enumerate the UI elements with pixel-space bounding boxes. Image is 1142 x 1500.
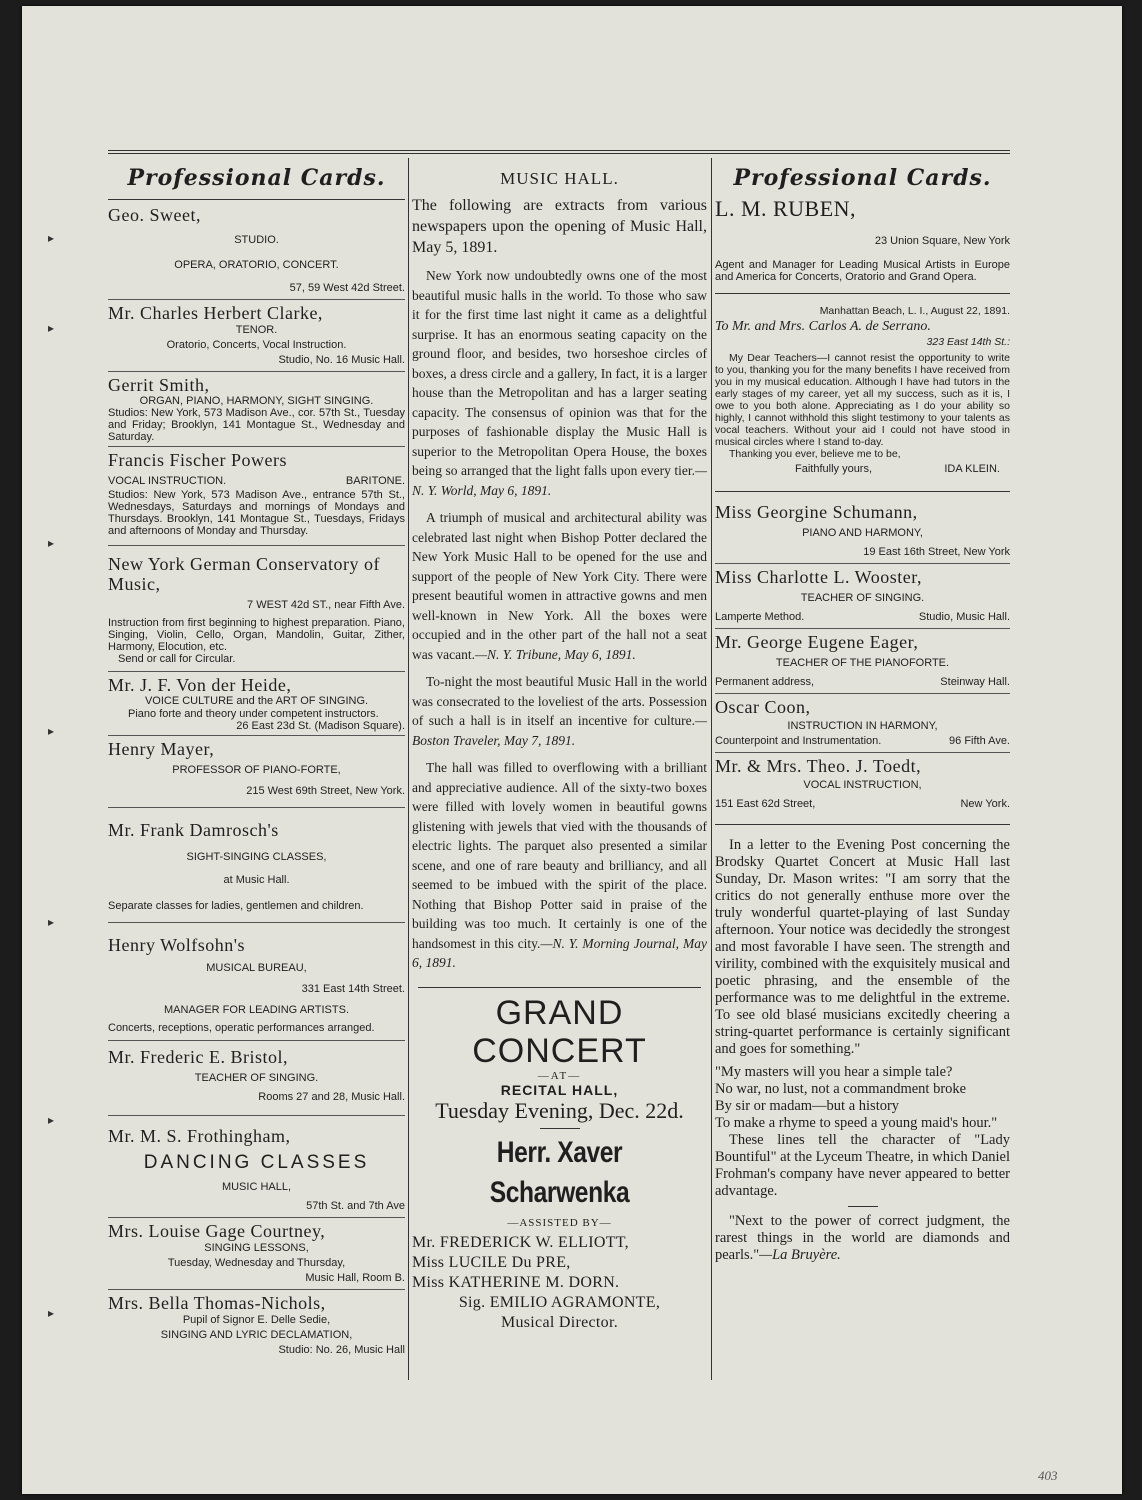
concert-title: GRAND CONCERT: [472, 993, 647, 1070]
card-name: Mr. Frank Damrosch's: [108, 820, 279, 840]
card-name: Mr. Frederic E. Bristol,: [108, 1047, 288, 1067]
column-divider-1: [408, 158, 409, 1380]
lady-bountiful-note: These lines tell the character of "Lady Bountiful" at the Lyceum Theatre, in which Daniel Frohman's company have never appeared to better advantage.: [715, 1132, 1010, 1199]
card-name: Miss Charlotte L. Wooster,: [715, 567, 922, 587]
extract-paragraph: The hall was filled to overflowing with a brilliant and appreciative audience. All of the sixty-two boxes were filled with lovely women in beautiful gowns glistening with jewels that vied with the thousands of electric lights. The parquet also presented a similar scene, and one of rare beauty and brilliancy, and all seemed to be imbued with the spirit of the place. Nothing that Bishop Potter said in praise of the building was too much. It certainly is one of the handsomest in this city.—N. Y. Morning Journal, May 6, 1891.: [412, 760, 707, 970]
la-bruyere-quote: "Next to the power of correct judgment, the rarest things in the world are diamonds and pearls."—La Bruyère.: [715, 1213, 1010, 1263]
card-name: Gerrit Smith,: [108, 375, 210, 395]
music-hall-intro: The following are extracts from various newspapers upon the opening of Music Hall, May 5, 1891.: [412, 197, 707, 256]
page-number: 403: [1038, 1468, 1058, 1483]
music-hall-title: MUSIC HALL.: [500, 169, 619, 188]
card-name: L. M. RUBEN,: [715, 196, 857, 221]
card-name: Oscar Coon,: [715, 697, 811, 717]
poem-line: To make a rhyme to speed a young maid's hour.": [715, 1115, 998, 1131]
margin-mark: ▸: [48, 231, 55, 245]
column-music-hall: [412, 165, 707, 1333]
card-name: Mr. M. S. Frothingham,: [108, 1126, 291, 1146]
margin-mark: ▸: [48, 536, 55, 550]
card-name: Mrs. Bella Thomas-Nichols,: [108, 1293, 326, 1313]
column-professional-cards-left: Professional Cards. Geo. Sweet, STUDIO. OPERA, ORATORIO, CONCERT. 57, 59 West 42d Street. Mr. Charles Herbert Clarke, TENOR. Oratorio, Concerts, Vocal Instruction. Studio, No. 16 Music Hall. Gerrit Smith, ORGAN, PIANO, HARMONY, SIGHT SINGING. Studios: New York, 573 Madison Ave., cor. 57th St., Tuesday and Friday; Brooklyn, 141 Montague St., Wednesday and Saturday. Francis Fischer Powers VOCAL INSTRUCTION. BARITONE. Studios: New York, 573 Madison Ave., entrance 57th St., Wednesdays, Saturdays and mornings of Mondays and Thursdays. Brooklyn, 141 Montague St., Tuesdays, Fridays and afternoons of Monday and Thursday. New York German Conservatory of Music, 7 WEST 42d ST., near Fifth Ave. Instruction from first beginning to highest preparation. Piano, Singing, Violin, Cello, Organ, Mandolin, Guitar, Zither, Harmony, Elocution, etc. Send or call for Circular. Mr. J. F. Von der Heide, VOICE CULTURE and the ART OF SINGING. Piano forte and theory under competent instructors. 26 East 23d St. (Madison Square). Henry Mayer, PROFESSOR OF PIANO-FORTE, 215 West 69th Street, New York. Mr. Frank Damrosch's SIGHT-SINGING CLASSES, at Music Hall. Separate classes for ladies, gentlemen and children. Henry Wolfsohn's MUSICAL BUREAU, 331 East 14th Street. MANAGER FOR LEADING ARTISTS. Concerts, receptions, operatic performances arranged. Mr. Frederic E. Bristol, TEACHER OF SINGING. Rooms 27 and 28, Music Hall. Mr. M. S. Frothingham, DANCING CLASSES MUSIC HALL, 57th St. and 7th Ave Mrs. Louise Gage Courtney, SINGING LESSONS, Tuesday, Wednesday and Thursday, Music Hall, Room B. Mrs. Bella Thomas-Nichols, Pupil of Signor E. Delle Sedie, SINGING AND LYRIC DECLAMATION, Studio: No. 26, Music Hall: [108, 165, 405, 1356]
poem-line: No war, no lust, not a commandment broke: [715, 1081, 967, 1097]
section-heading: Professional Cards.: [733, 165, 992, 191]
card-name: Mr. J. F. Von der Heide,: [108, 675, 292, 695]
extract-paragraph: To-night the most beautiful Music Hall in the world was consecrated to the loveliest of the arts. Possession of such a hall is in itself an incentive for culture.—Boston Traveler, May 7, 1891.: [412, 674, 707, 748]
margin-mark: ▸: [48, 321, 55, 335]
concert-star: Herr. Xaver Scharwenka: [489, 1135, 630, 1209]
card-name: Mrs. Louise Gage Courtney,: [108, 1221, 326, 1241]
top-rule: [108, 150, 1010, 151]
concert-date: Tuesday Evening, Dec. 22d.: [435, 1097, 684, 1123]
poem-line: "My masters will you hear a simple tale?: [715, 1064, 953, 1080]
column-divider-2: [711, 158, 712, 1380]
grand-concert-ad: GRAND CONCERT —AT— RECITAL HALL, Tuesday Evening, Dec. 22d. Herr. Xaver Scharwenka —ASSISTED BY— Mr. FREDERICK W. ELLIOTT, Miss LUCILE Du PRE, Miss KATHERINE M. DORN. Sig. EMILIO AGRAMONTE, Musical Director.: [412, 994, 707, 1333]
margin-mark: ▸: [48, 1306, 55, 1320]
margin-mark: ▸: [48, 915, 55, 929]
mason-letter: In a letter to the Evening Post concerning the Brodsky Quartet Concert at Music Hall last Sunday, Dr. Mason writes: "I am sorry that the critics do not generally enthuse more over the truly wonderful quartet-playing of last Sunday afternoon. Your notice was decidedly the strongest and most favorable I have seen. The strength and virility, combined with the exquisitely musical and poetic phrasing, and the ensemble of the performance was to me delightful in the extreme. To see old blasé musicians excitedly cheering a string-quartet performance is certainly significant and goes for something.": [715, 837, 1010, 1057]
card-name: Geo. Sweet,: [108, 205, 201, 225]
card-name: Mr. & Mrs. Theo. J. Toedt,: [715, 756, 922, 776]
margin-mark: ▸: [48, 724, 55, 738]
column-professional-cards-right: Professional Cards. L. M. RUBEN, 23 Union Square, New York Agent and Manager for Leading Musical Artists in Europe and America for Concerts, Oratorio and Grand Opera. Manhattan Beach, L. I., August 22, 1891. To Mr. and Mrs. Carlos A. de Serrano. 323 East 14th St.: My Dear Teachers—I cannot resist the opportunity to write to you, thanking you for the many benefits I have received from you in my musical education. Although I have had tutors in the early stages of my career, yet all my success, such as it is, I owe to you both alone. Appreciating as I do your ability so highly, I cannot withhold this slight testimony to your talents as vocal teachers. Without your aid I could not have stood in musical circles where I stand to-day. Thanking you ever, believe me to be, Faithfully yours, IDA KLEIN. Miss Georgine Schumann, PIANO AND HARMONY, 19 East 16th Street, New York Miss Charlotte L. Wooster, TEACHER OF SINGING. Lamperte Method. Studio, Music Hall. Mr. George Eugene Eager, TEACHER OF THE PIANOFORTE. Permanent address, Steinway Hall. Oscar Coon, INSTRUCTION IN HARMONY, Counterpoint and Instrumentation. 96 Fifth Ave. Mr. & Mrs. Theo. J. Toedt, VOCAL INSTRUCTION, 151 East 62d Street, New York. In a letter to the Evening Post concerning the Brodsky Quartet Concert at Music Hall last Sunday, Dr. Mason writes: "I am sorry that the critics do not generally enthuse more over the truly wonderful quartet-playing of last Sunday afternoon. Your notice was decidedly the strongest and most favorable I have seen. The strength and virility, combined with the exquisitely musical and poetic phrasing, and the ensemble of the performance was to me delightful in the extreme. To see old blasé musicians excitedly cheering a string-quartet performance is certainly significant and goes for something." "My masters will you hear a simple tale? No war, no lust, not a commandment broke By sir or madam—but a history To make a rhyme to speed a young maid's hour." These lines tell the character of "Lady Bountiful" at the Lyceum Theatre, in which Daniel Frohman's company have never appeared to better advantage. "Next to the power of correct judgment, the rarest things in the world are diamonds and pearls."—La Bruyère.: [715, 165, 1010, 1263]
card-name: Mr. George Eugene Eager,: [715, 632, 919, 652]
card-name: Francis Fischer Powers: [108, 450, 287, 470]
section-heading: Professional Cards.: [127, 165, 386, 191]
margin-mark: ▸: [48, 1113, 55, 1127]
card-name: Miss Georgine Schumann,: [715, 502, 918, 522]
poem-line: By sir or madam—but a history: [715, 1098, 900, 1114]
card-name: New York German Conservatory of Music,: [108, 554, 380, 594]
card-name: Henry Wolfsohn's: [108, 935, 245, 955]
card-name: Henry Mayer,: [108, 739, 215, 759]
extract-paragraph: New York now undoubtedly owns one of the most beautiful music halls in the world. To those who saw it for the first time last night it came as a delightful surprise. It has an enormous seating capacity on the ground floor, and besides, two horseshoe circles of boxes, a dress circle and a gallery, In fact, it is a larger house than the Metropolitan and has a larger seating capacity. The consensus of opinion was that for the purposes of fashionable display the Music Hall is superior to the Metropolitan Opera House, the boxes being so arranged that the light falls upon every tier.—N. Y. World, May 6, 1891.: [412, 268, 707, 498]
concert-venue: RECITAL HALL,: [500, 1081, 619, 1098]
card-name: Mr. Charles Herbert Clarke,: [108, 303, 323, 323]
top-rule-2: [108, 153, 1010, 154]
extract-paragraph: A triumph of musical and architectural ability was celebrated last night when Bishop Potter declared the New York Music Hall to be opened for the use and support of the people of New York City. There were present beautiful women in attractive gowns and men well-known in New York. All the boxes were occupied and in the other part of the hall not a seat was vacant.—N. Y. Tribune, May 6, 1891.: [412, 510, 707, 662]
